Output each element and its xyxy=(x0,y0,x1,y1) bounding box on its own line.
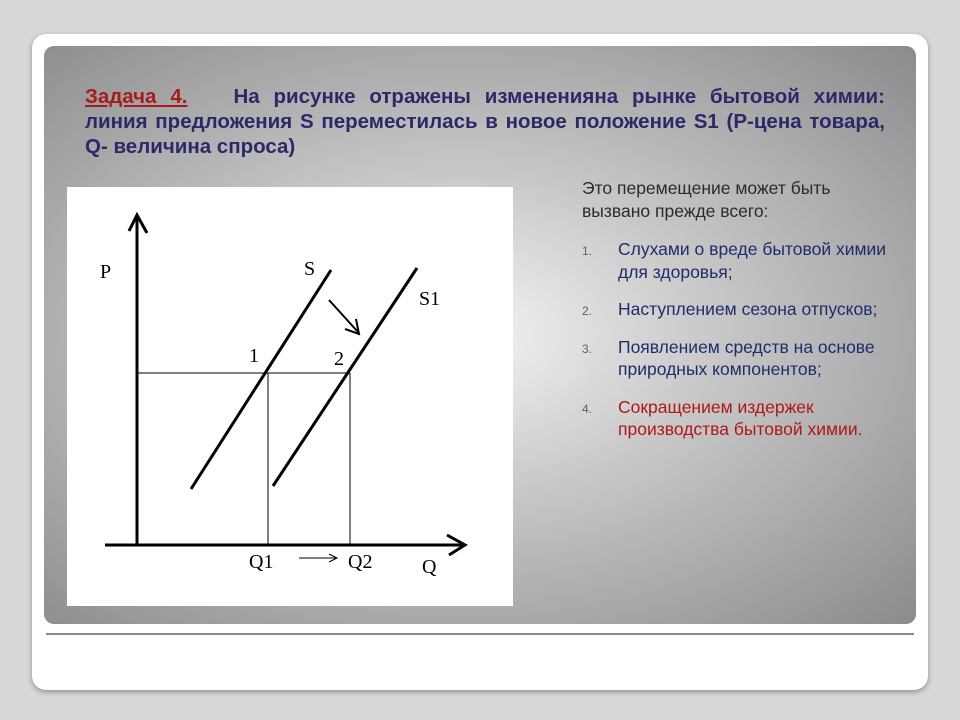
supply-line-s xyxy=(191,270,331,489)
s-label: S xyxy=(304,258,316,280)
answer-option-4[interactable] xyxy=(582,396,887,441)
point-2-label: 2 xyxy=(334,348,344,370)
answer-column xyxy=(582,177,887,456)
bottom-divider xyxy=(46,633,914,635)
q1-label: Q1 xyxy=(249,551,274,573)
answer-option-3[interactable] xyxy=(582,336,887,381)
answer-option-1[interactable] xyxy=(582,238,887,283)
option-number: 4. xyxy=(582,401,593,416)
slide-title xyxy=(85,84,885,159)
title-text: На рисунке отражены изменениянa рынке бытовой химии: линия предложения S переместилась в новое положение S1 (Р-цена товара, Q- величина спроса) xyxy=(85,85,885,158)
shift-arrow xyxy=(329,300,358,332)
option-text: Появлением средств на основе природных компонентов; xyxy=(618,336,875,379)
q2-label: Q2 xyxy=(348,551,373,573)
option-number: 1. xyxy=(582,244,593,258)
diagram-svg xyxy=(67,187,513,606)
q-axis-label: Q xyxy=(422,556,437,578)
p-axis-label: P xyxy=(100,261,112,283)
answer-option-2[interactable] xyxy=(582,298,887,321)
supply-line-s1 xyxy=(273,268,417,486)
s1-label: S1 xyxy=(419,288,441,310)
option-text: Сокращением издержек производства бытовой химии. xyxy=(618,396,863,439)
question-intro: Это перемещение может быть вызвано прежде всего: xyxy=(582,178,831,221)
option-number: 3. xyxy=(582,341,593,356)
answer-options xyxy=(582,238,887,441)
option-text: Наступлением сезона отпусков; xyxy=(618,299,878,319)
point-1-label: 1 xyxy=(249,345,259,367)
option-number: 2. xyxy=(582,304,593,318)
option-text: Слухами о вреде бытовой химии для здоровья; xyxy=(618,239,887,282)
supply-shift-diagram xyxy=(67,187,513,606)
task-label: Задача 4. xyxy=(85,85,188,108)
